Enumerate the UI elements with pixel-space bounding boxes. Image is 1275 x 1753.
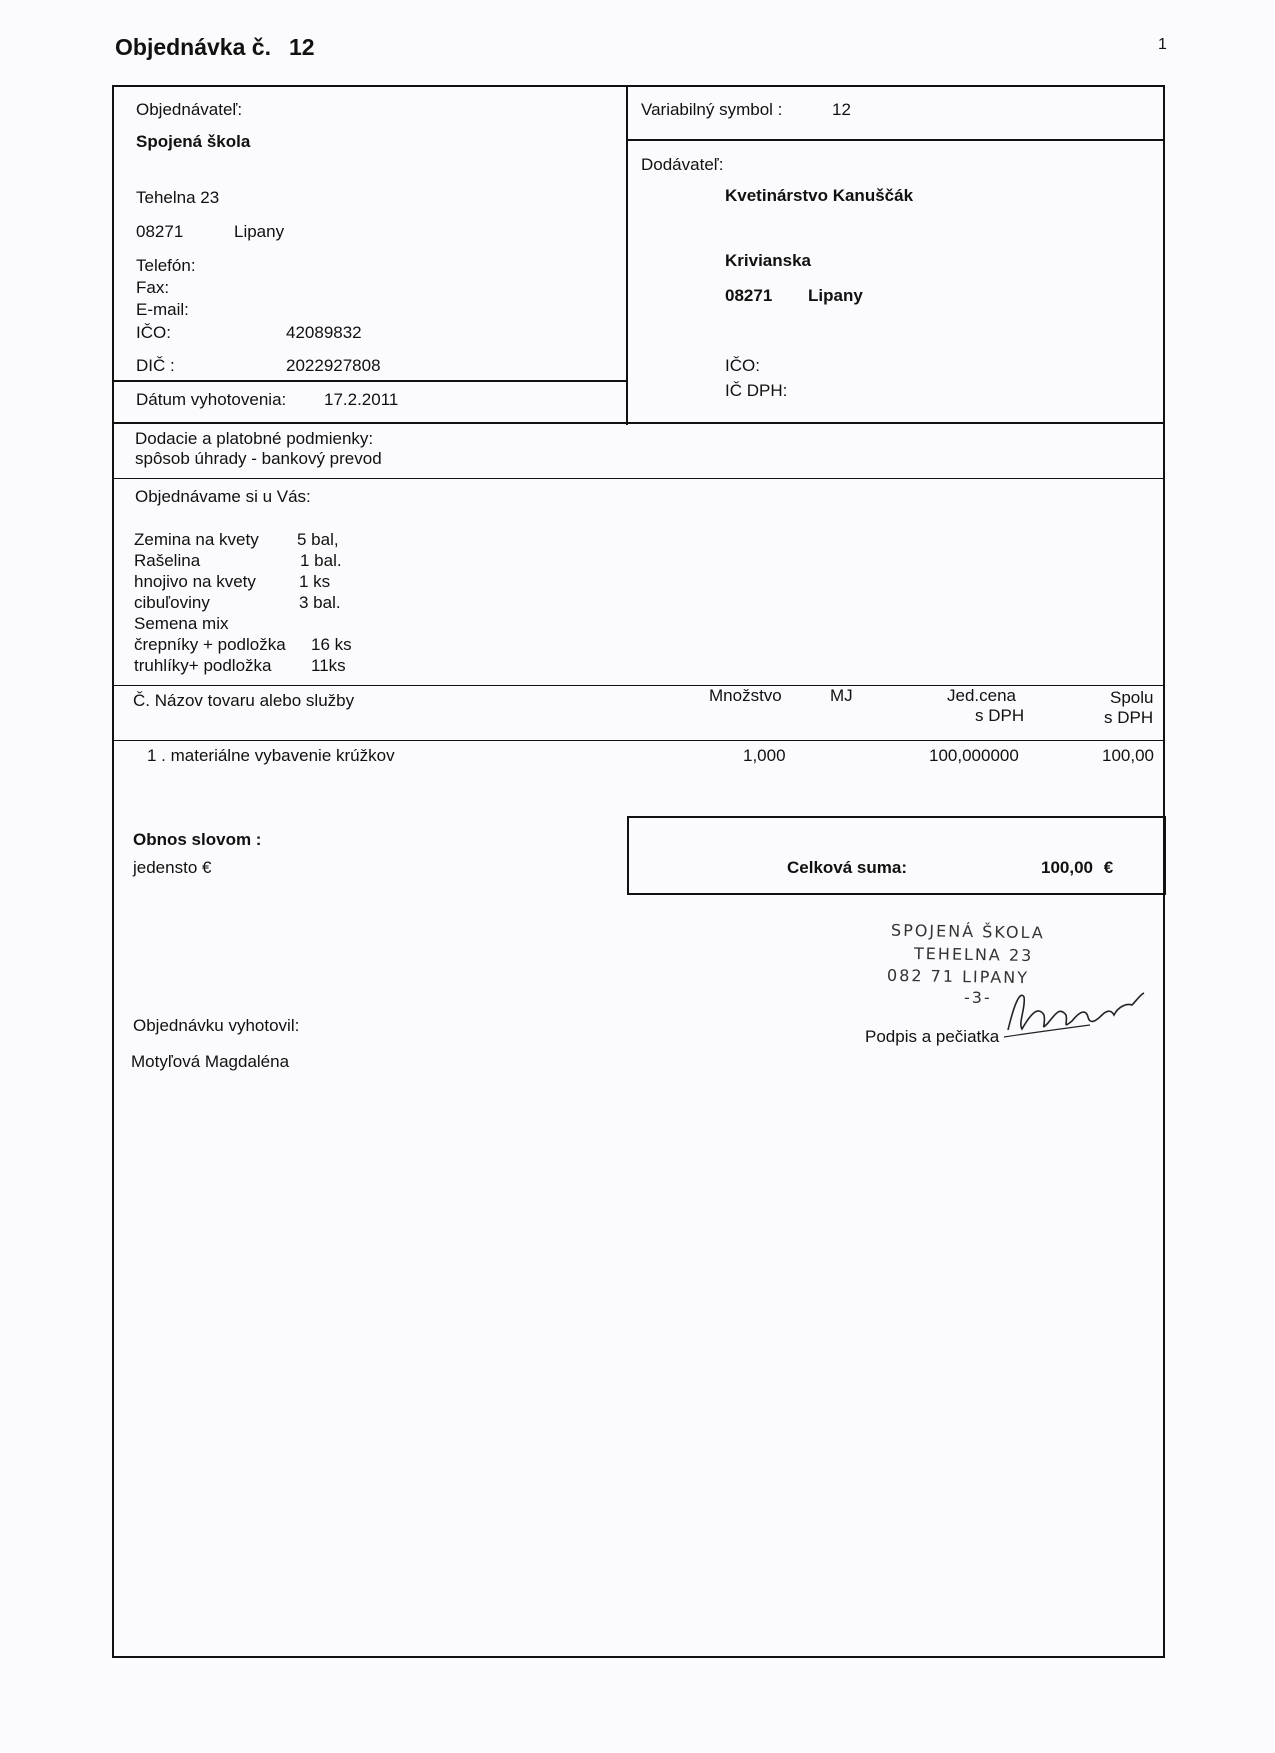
table-row-qty: 1,000 — [743, 746, 786, 765]
signature-label: Podpis a pečiatka — [865, 1027, 1000, 1046]
orderer-city: Lipany — [234, 222, 285, 241]
list-item: Semena mix — [134, 614, 229, 633]
supplier-street: Krivianska — [725, 251, 811, 270]
table-row-unit-price: 100,000000 — [929, 746, 1019, 765]
divider-vertical — [626, 86, 628, 425]
orderer-label: Objednávateľ: — [136, 100, 243, 119]
orderer-dic: 2022927808 — [286, 356, 381, 375]
divider-vs — [627, 139, 1164, 141]
order-items-qty — [297, 530, 352, 677]
list-item-qty: 5 bal, — [297, 530, 339, 549]
list-item-qty: 11ks — [311, 656, 346, 675]
table-row-total: 100,00 — [1102, 746, 1154, 765]
list-item-qty: 1 bal. — [300, 551, 342, 570]
list-item: truhlíky+ podložka — [134, 656, 272, 675]
col-header-unit-price-vat: s DPH — [975, 706, 1025, 725]
total-amount: 100,00 — [1041, 858, 1093, 877]
supplier-ico-label: IČO: — [725, 356, 760, 375]
total-currency: € — [1103, 858, 1114, 877]
orderer-fax-label: Fax: — [136, 278, 170, 297]
list-item-qty: 16 ks — [311, 635, 352, 654]
order-items-names — [134, 530, 286, 677]
divider-date — [113, 380, 627, 382]
divider-table-body — [113, 740, 1164, 741]
total-box — [627, 816, 1166, 895]
list-item: Rašelina — [134, 551, 201, 570]
orderer-zip: 08271 — [136, 222, 184, 241]
terms-label: Dodacie a platobné podmienky: — [135, 429, 374, 448]
issuer-name: Motyľová Magdaléna — [131, 1052, 290, 1071]
col-header-mj: MJ — [830, 686, 853, 705]
orderer-ico: 42089832 — [286, 323, 362, 342]
date-label: Dátum vyhotovenia: — [136, 390, 287, 409]
page-number: 1 — [1158, 36, 1167, 53]
issuer-label: Objednávku vyhotovil: — [133, 1016, 300, 1035]
list-item: črepníky + podložka — [134, 635, 286, 654]
words-label: Obnos slovom : — [133, 830, 262, 849]
order-number: 12 — [288, 34, 315, 60]
list-item-qty: 3 bal. — [299, 593, 341, 612]
total-label: Celková suma: — [787, 858, 907, 877]
orderer-street: Tehelna 23 — [136, 188, 220, 207]
document-title — [115, 34, 315, 61]
document-title-label: Objednávka č. — [115, 34, 271, 60]
col-header-unit-price: Jed.cena — [947, 686, 1016, 705]
orderer-phone-label: Telefón: — [136, 256, 196, 275]
terms-value: spôsob úhrady - bankový prevod — [135, 449, 382, 468]
orderer-name: Spojená škola — [136, 132, 251, 151]
list-item-qty — [297, 614, 352, 635]
order-intro: Objednávame si u Vás: — [135, 487, 311, 506]
stamp-line-1: SPOJENÁ ŠKOLA — [890, 920, 1045, 943]
table-row-name: 1 . materiálne vybavenie krúžkov — [147, 746, 395, 765]
list-item: hnojivo na kvety — [134, 572, 256, 591]
total-value — [1041, 858, 1113, 878]
list-item: Zemina na kvety — [134, 530, 259, 549]
supplier-city: Lipany — [808, 286, 863, 305]
divider-terms-bottom — [113, 478, 1164, 479]
col-header-total-vat: s DPH — [1104, 708, 1154, 727]
words-value: jedensto € — [133, 858, 212, 877]
supplier-name: Kvetinárstvo Kanuščák — [725, 186, 914, 205]
stamp-line-2: TEHELNA 23 — [913, 943, 1034, 966]
col-header-name: Č. Názov tovaru alebo služby — [133, 691, 355, 710]
col-header-total: Spolu — [1110, 688, 1154, 707]
orderer-dic-label: DIČ : — [136, 356, 175, 375]
supplier-label: Dodávateľ: — [641, 155, 724, 174]
col-header-qty: Množstvo — [709, 686, 782, 705]
orderer-email-label: E-mail: — [136, 300, 189, 319]
supplier-icdph-label: IČ DPH: — [725, 381, 788, 400]
date-value: 17.2.2011 — [324, 390, 399, 409]
handwritten-signature-icon — [1000, 985, 1150, 1050]
vs-value: 12 — [832, 100, 851, 119]
orderer-ico-label: IČO: — [136, 323, 171, 342]
supplier-zip: 08271 — [725, 286, 773, 305]
list-item: cibuľoviny — [134, 593, 210, 612]
stamp-line-4: -3- — [964, 988, 992, 1007]
stamp-line-3: 082 71 LIPANY — [886, 965, 1030, 988]
list-item-qty: 1 ks — [299, 572, 331, 591]
divider-terms-top — [113, 422, 1164, 424]
vs-label: Variabilný symbol : — [641, 100, 783, 119]
